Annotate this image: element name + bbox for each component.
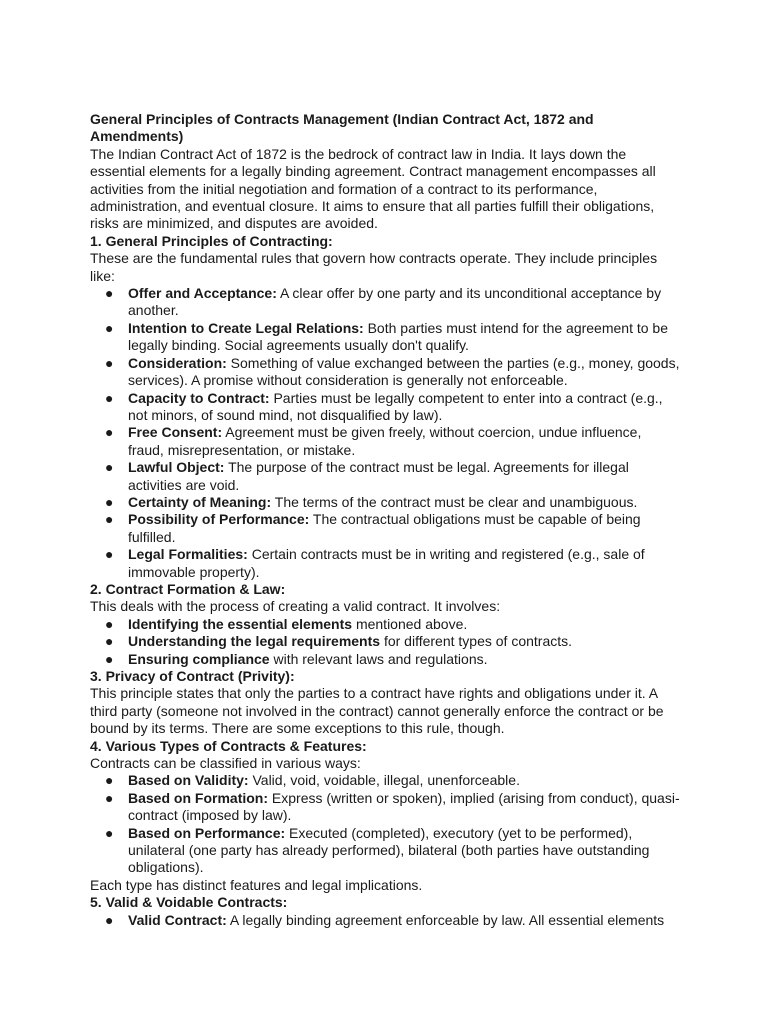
sections-container <box>90 233 680 929</box>
bullet-list <box>90 285 680 581</box>
section-intro: These are the fundamental rules that govern how contracts operate. They include principles like: <box>90 250 658 284</box>
list-item <box>90 912 680 929</box>
bullet-list <box>90 912 680 929</box>
section-heading: 5. Valid & Voidable Contracts: <box>90 894 288 911</box>
item-term: Based on Performance: <box>128 824 286 841</box>
list-item <box>90 355 680 390</box>
list-item <box>90 494 680 511</box>
section-heading: 1. General Principles of Contracting: <box>90 232 333 249</box>
item-term: Based on Validity: <box>128 772 249 789</box>
list-item <box>90 616 680 633</box>
item-text: The purpose of the contract must be legal. Agreements for illegal activities are void. <box>128 459 629 493</box>
bullet-list <box>90 772 680 876</box>
item-term: Consideration: <box>128 354 227 371</box>
list-item <box>90 772 680 789</box>
item-term: Capacity to Contract: <box>128 389 270 406</box>
item-term: Understanding the legal requirements <box>128 633 381 650</box>
item-term: Identifying the essential elements <box>128 615 353 632</box>
list-item <box>90 390 680 425</box>
item-term: Possibility of Performance: <box>128 511 310 528</box>
list-item <box>90 285 680 320</box>
item-text: A legally binding agreement enforceable by law. All essential elements <box>226 911 665 928</box>
document-title: General Principles of Contracts Management (Indian Contract Act, 1872 and Amendments) <box>90 111 594 145</box>
item-text: Something of value exchanged between the parties (e.g., money, goods, services). A promise without consideration is generally not enforceable. <box>128 354 680 389</box>
bullet-icon: ● <box>105 650 114 667</box>
section-intro: This deals with the process of creating a valid contract. It involves: <box>90 598 501 615</box>
bullet-icon: ● <box>105 389 114 406</box>
bullet-icon: ● <box>105 615 114 632</box>
item-text: The terms of the contract must be clear and unambiguous. <box>271 493 638 510</box>
item-text: with relevant laws and regulations. <box>269 650 488 667</box>
list-item <box>90 320 680 355</box>
list-item <box>90 511 680 546</box>
section-outro: Each type has distinct features and legal implications. <box>90 876 423 893</box>
item-text: The contractual obligations must be capable of being fulfilled. <box>128 511 641 545</box>
section-heading: 4. Various Types of Contracts & Features: <box>90 737 367 754</box>
bullet-icon: ● <box>105 285 114 302</box>
item-term: Offer and Acceptance: <box>128 285 277 302</box>
item-term: Based on Formation: <box>128 789 269 806</box>
item-text: Certain contracts must be in writing and registered (e.g., sale of immovable property). <box>128 546 645 580</box>
item-term: Certainty of Meaning: <box>128 493 272 510</box>
bullet-icon: ● <box>105 493 114 510</box>
item-text: Express (written or spoken), implied (arising from conduct), quasi-contract (imposed by law). <box>128 789 680 824</box>
bullet-icon: ● <box>105 354 114 371</box>
bullet-icon: ● <box>105 633 114 650</box>
item-term: Legal Formalities: <box>128 546 248 563</box>
section-intro: Contracts can be classified in various ways: <box>90 755 361 772</box>
document-body <box>90 111 680 929</box>
item-term: Free Consent: <box>128 424 223 441</box>
item-text: for different types of contracts. <box>380 633 573 650</box>
bullet-icon: ● <box>105 424 114 441</box>
bullet-icon: ● <box>105 319 114 336</box>
item-text: Parties must be legally competent to enter into a contract (e.g., not minors, of sound mind, not disqualified by law). <box>128 389 663 423</box>
item-term: Intention to Create Legal Relations: <box>128 319 364 336</box>
bullet-icon: ● <box>105 911 114 928</box>
bullet-icon: ● <box>105 459 114 476</box>
list-item <box>90 424 680 459</box>
section-heading: 2. Contract Formation & Law: <box>90 580 286 597</box>
document-intro: The Indian Contract Act of 1872 is the bedrock of contract law in India. It lays down the essential elements for a legally binding agreement. Contract management encompasses all activities from the initial negotiation and formation of a contract to its performance, administration, and eventual closure. It aims to ensure that all parties fulfill their obligations, risks are minimized, and disputes are avoided. <box>90 145 656 232</box>
list-item <box>90 651 680 668</box>
list-item <box>90 546 680 581</box>
list-item <box>90 459 680 494</box>
bullet-list <box>90 616 680 668</box>
list-item <box>90 790 680 825</box>
item-term: Valid Contract: <box>128 911 227 928</box>
bullet-icon: ● <box>105 772 114 789</box>
bullet-icon: ● <box>105 511 114 528</box>
item-term: Ensuring compliance <box>128 650 270 667</box>
list-item <box>90 825 680 877</box>
list-item <box>90 633 680 650</box>
item-text: mentioned above. <box>352 615 468 632</box>
item-term: Lawful Object: <box>128 459 225 476</box>
bullet-icon: ● <box>105 824 114 841</box>
item-text: Executed (completed), executory (yet to be performed), unilateral (one party has already performed), bilateral (both parties have outstanding obligations). <box>128 824 650 876</box>
item-text: Valid, void, voidable, illegal, unenforceable. <box>248 772 520 789</box>
section-heading: 3. Privacy of Contract (Privity): <box>90 668 295 684</box>
bullet-icon: ● <box>105 789 114 806</box>
item-text: A clear offer by one party and its unconditional acceptance by another. <box>128 285 662 319</box>
item-text: Both parties must intend for the agreement to be legally binding. Social agreements usually don't qualify. <box>128 319 668 354</box>
bullet-icon: ● <box>105 546 114 563</box>
item-text: Agreement must be given freely, without coercion, undue influence, fraud, misrepresentation, or mistake. <box>128 424 642 458</box>
section-intro: This principle states that only the parties to a contract have rights and obligations under it. A third party (someone not involved in the contract) cannot generally enforce the contract or be bound by its terms. There are some exceptions to this rule, though. <box>90 685 664 737</box>
